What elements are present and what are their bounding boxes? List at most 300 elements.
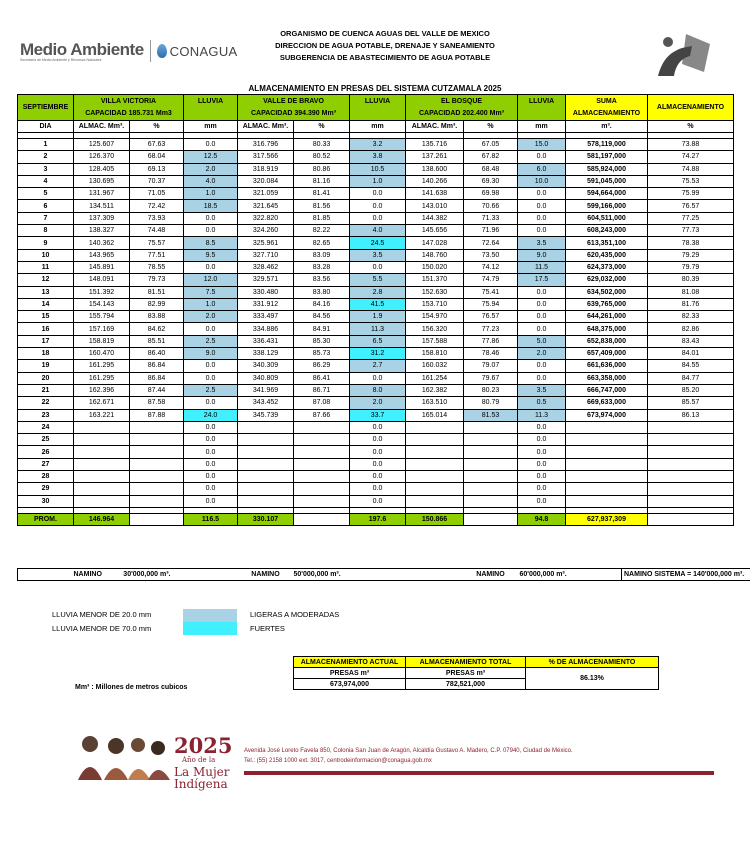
table-row xyxy=(18,261,734,273)
cell-lluvia-1: 0.0 xyxy=(184,483,238,495)
cell-dia: 30 xyxy=(18,495,74,507)
cell-lluvia-3: 0.0 xyxy=(518,323,566,335)
cell-lluvia-1: 7.5 xyxy=(184,286,238,298)
cell-lluvia-1: 8.5 xyxy=(184,237,238,249)
legend-label-1: LLUVIA MENOR DE 20.0 mm xyxy=(52,610,152,619)
cell-alm-pct: 77.25 xyxy=(648,212,734,224)
table-row xyxy=(18,335,734,347)
prom-row xyxy=(18,513,734,525)
cell-vv-almac xyxy=(74,421,130,433)
cell-eb-almac: 154.970 xyxy=(406,311,464,323)
cell-lluvia-1: 0.0 xyxy=(184,212,238,224)
cell-lluvia-3: 3.5 xyxy=(518,237,566,249)
suma-label: SUMA xyxy=(596,98,617,105)
cell-vb-pct: 82.65 xyxy=(294,237,350,249)
summary-presas-actual: PRESAS m³ xyxy=(294,668,406,679)
cell-dia: 3 xyxy=(18,163,74,175)
cell-vb-pct: 85.73 xyxy=(294,348,350,360)
cell-vb-almac: 325.961 xyxy=(238,237,294,249)
cell-dia: 23 xyxy=(18,409,74,421)
cell-vb-pct xyxy=(294,421,350,433)
cell-vv-pct xyxy=(130,421,184,433)
cell-eb-almac: 157.588 xyxy=(406,335,464,347)
table-row xyxy=(18,372,734,384)
cell-vb-almac xyxy=(238,434,294,446)
legend-descriptions xyxy=(250,608,339,636)
subheader-almac-vb: ALMAC. Mm³. xyxy=(238,121,294,133)
cell-alm-pct xyxy=(648,483,734,495)
cell-lluvia-2: 41.5 xyxy=(350,298,406,310)
cell-suma: 673,974,000 xyxy=(566,409,648,421)
cell-lluvia-2: 0.0 xyxy=(350,483,406,495)
cell-vb-almac: 321.059 xyxy=(238,188,294,200)
cell-alm-pct: 84.01 xyxy=(648,348,734,360)
table-row xyxy=(18,151,734,163)
cell-eb-pct xyxy=(464,471,518,483)
summary-presas-total: PRESAS m³ xyxy=(406,668,526,679)
cell-vv-almac xyxy=(74,471,130,483)
cell-lluvia-2: 11.3 xyxy=(350,323,406,335)
cell-lluvia-2: 4.0 xyxy=(350,225,406,237)
prom-lluvia-1: 116.5 xyxy=(184,513,238,525)
cell-eb-almac: 165.014 xyxy=(406,409,464,421)
cell-vb-almac: 341.969 xyxy=(238,384,294,396)
cell-lluvia-2: 1.0 xyxy=(350,175,406,187)
page-title: ALMACENAMIENTO EN PRESAS DEL SISTEMA CUTZAMALA 2025 xyxy=(248,84,502,93)
cell-lluvia-3: 2.0 xyxy=(518,348,566,360)
cell-lluvia-3: 0.0 xyxy=(518,200,566,212)
cell-lluvia-2: 2.7 xyxy=(350,360,406,372)
cell-vb-pct: 86.29 xyxy=(294,360,350,372)
cell-vb-almac: 329.571 xyxy=(238,274,294,286)
cell-alm-pct: 84.55 xyxy=(648,360,734,372)
cell-dia: 14 xyxy=(18,298,74,310)
cell-lluvia-2: 3.8 xyxy=(350,151,406,163)
cell-eb-almac: 141.638 xyxy=(406,188,464,200)
cell-vb-pct: 84.56 xyxy=(294,311,350,323)
year-ano: Año de la xyxy=(182,756,216,764)
cell-eb-pct: 72.64 xyxy=(464,237,518,249)
cell-vb-almac: 343.452 xyxy=(238,397,294,409)
table-row xyxy=(18,434,734,446)
cell-vb-pct xyxy=(294,495,350,507)
cell-vv-almac: 155.794 xyxy=(74,311,130,323)
cell-suma: 620,435,000 xyxy=(566,249,648,261)
cell-lluvia-1: 9.5 xyxy=(184,249,238,261)
cell-vb-pct: 81.41 xyxy=(294,188,350,200)
cell-dia: 29 xyxy=(18,483,74,495)
cell-alm-pct: 82.33 xyxy=(648,311,734,323)
villa-victoria-capacity: CAPACIDAD 185.731 Mm3 xyxy=(85,110,172,117)
table-row xyxy=(18,200,734,212)
cell-eb-almac: 156.320 xyxy=(406,323,464,335)
cell-vv-almac: 148.091 xyxy=(74,274,130,286)
cell-vb-pct: 84.16 xyxy=(294,298,350,310)
cell-dia: 2 xyxy=(18,151,74,163)
cell-lluvia-3: 0.5 xyxy=(518,397,566,409)
cell-vb-almac xyxy=(238,446,294,458)
cell-vb-almac xyxy=(238,471,294,483)
cell-lluvia-2: 2.0 xyxy=(350,397,406,409)
cell-alm-pct: 77.73 xyxy=(648,225,734,237)
cell-suma xyxy=(566,421,648,433)
footer-address-line-1: Avenida José Loreto Favela 850, Colonia San Juan de Aragón, Alcaldía Gustavo A. Madero, C.P. 07940, Ciudad de México. xyxy=(244,748,573,754)
subheader-almac-eb: ALMAC. Mm³. xyxy=(406,121,464,133)
cell-vv-almac: 138.327 xyxy=(74,225,130,237)
table-row xyxy=(18,421,734,433)
cell-vv-pct: 79.73 xyxy=(130,274,184,286)
cell-lluvia-3: 0.0 xyxy=(518,212,566,224)
cell-lluvia-2: 0.0 xyxy=(350,372,406,384)
table-row xyxy=(18,495,734,507)
cell-lluvia-3: 0.0 xyxy=(518,151,566,163)
cell-lluvia-1: 1.0 xyxy=(184,188,238,200)
cell-eb-almac: 137.261 xyxy=(406,151,464,163)
cell-vv-almac xyxy=(74,495,130,507)
cell-eb-almac xyxy=(406,434,464,446)
header-suma xyxy=(566,95,648,121)
cell-alm-pct xyxy=(648,458,734,470)
cell-suma: 639,765,000 xyxy=(566,298,648,310)
cell-dia: 12 xyxy=(18,274,74,286)
cell-vv-pct: 70.37 xyxy=(130,175,184,187)
cell-vv-almac xyxy=(74,483,130,495)
legend-desc-2: FUERTES xyxy=(250,624,285,633)
cell-eb-pct: 67.82 xyxy=(464,151,518,163)
summary-header-row xyxy=(294,657,659,668)
cell-suma: 663,358,000 xyxy=(566,372,648,384)
cell-eb-almac: 140.266 xyxy=(406,175,464,187)
cell-alm-pct: 75.53 xyxy=(648,175,734,187)
cell-alm-pct: 81.76 xyxy=(648,298,734,310)
cell-alm-pct: 74.88 xyxy=(648,163,734,175)
cell-eb-pct: 78.46 xyxy=(464,348,518,360)
cell-vb-pct: 87.08 xyxy=(294,397,350,409)
namino-table xyxy=(17,568,750,581)
cell-lluvia-1: 9.0 xyxy=(184,348,238,360)
cell-alm-pct: 85.20 xyxy=(648,384,734,396)
cell-lluvia-2: 0.0 xyxy=(350,261,406,273)
table-row xyxy=(18,471,734,483)
table-row xyxy=(18,348,734,360)
table-row xyxy=(18,298,734,310)
cell-eb-pct: 74.12 xyxy=(464,261,518,273)
cell-lluvia-1: 2.0 xyxy=(184,163,238,175)
cell-eb-almac: 163.510 xyxy=(406,397,464,409)
cell-eb-almac xyxy=(406,483,464,495)
cell-eb-pct: 79.67 xyxy=(464,372,518,384)
cell-lluvia-3: 0.0 xyxy=(518,225,566,237)
cell-vb-pct: 80.52 xyxy=(294,151,350,163)
cell-suma: 644,261,000 xyxy=(566,311,648,323)
cell-vb-pct xyxy=(294,458,350,470)
cell-lluvia-3: 5.0 xyxy=(518,335,566,347)
cell-alm-pct: 81.08 xyxy=(648,286,734,298)
table-row xyxy=(18,225,734,237)
legend-desc-1: LIGERAS A MODERADAS xyxy=(250,610,340,619)
cell-suma xyxy=(566,434,648,446)
cell-dia: 10 xyxy=(18,249,74,261)
cell-eb-almac: 152.630 xyxy=(406,286,464,298)
cell-vv-pct: 81.51 xyxy=(130,286,184,298)
cell-vv-almac: 128.405 xyxy=(74,163,130,175)
prom-eb-pct xyxy=(464,513,518,525)
logo-medio-ambiente: Medio Ambiente xyxy=(20,40,144,59)
cell-dia: 16 xyxy=(18,323,74,335)
cell-dia: 26 xyxy=(18,446,74,458)
cell-dia: 7 xyxy=(18,212,74,224)
cell-eb-almac: 145.656 xyxy=(406,225,464,237)
cell-vv-pct: 84.62 xyxy=(130,323,184,335)
table-row xyxy=(18,311,734,323)
cell-dia: 22 xyxy=(18,397,74,409)
villa-victoria-name: VILLA VICTORIA xyxy=(100,98,157,105)
cell-lluvia-1: 0.0 xyxy=(184,372,238,384)
legend-swatch-cyan xyxy=(183,622,237,635)
cell-alm-pct xyxy=(648,446,734,458)
prom-vv-pct xyxy=(130,513,184,525)
cell-vv-pct: 67.63 xyxy=(130,139,184,151)
table-row xyxy=(18,397,734,409)
cell-lluvia-2: 24.5 xyxy=(350,237,406,249)
suma-sub-label: ALMACENAMIENTO xyxy=(572,110,641,117)
cell-lluvia-3: 0.0 xyxy=(518,188,566,200)
table-row xyxy=(18,163,734,175)
cell-vv-pct xyxy=(130,471,184,483)
cell-vv-almac: 163.221 xyxy=(74,409,130,421)
table-row xyxy=(18,323,734,335)
cell-vv-almac: 158.819 xyxy=(74,335,130,347)
cell-eb-pct: 69.98 xyxy=(464,188,518,200)
cell-lluvia-1: 24.0 xyxy=(184,409,238,421)
cell-alm-pct xyxy=(648,421,734,433)
cell-vb-pct: 83.80 xyxy=(294,286,350,298)
cell-lluvia-3: 0.0 xyxy=(518,311,566,323)
namino-row xyxy=(18,569,750,581)
year-badge xyxy=(174,733,233,791)
cell-eb-pct: 80.79 xyxy=(464,397,518,409)
legend-swatches xyxy=(183,609,237,635)
cell-alm-pct xyxy=(648,434,734,446)
cell-lluvia-2: 10.5 xyxy=(350,163,406,175)
cell-alm-pct: 79.79 xyxy=(648,261,734,273)
cell-alm-pct xyxy=(648,495,734,507)
cell-lluvia-3: 0.0 xyxy=(518,421,566,433)
cell-alm-pct: 84.77 xyxy=(648,372,734,384)
cell-lluvia-1: 0.0 xyxy=(184,495,238,507)
cell-dia: 13 xyxy=(18,286,74,298)
cell-eb-pct: 71.33 xyxy=(464,212,518,224)
cell-dia: 18 xyxy=(18,348,74,360)
cell-vb-almac: 328.462 xyxy=(238,261,294,273)
cell-suma xyxy=(566,446,648,458)
subheader-mm-3: mm xyxy=(518,121,566,133)
cell-suma: 634,502,000 xyxy=(566,286,648,298)
cell-alm-pct: 74.27 xyxy=(648,151,734,163)
cell-lluvia-2: 2.8 xyxy=(350,286,406,298)
cell-dia: 24 xyxy=(18,421,74,433)
cell-eb-almac xyxy=(406,495,464,507)
cell-vb-almac: 324.260 xyxy=(238,225,294,237)
cell-alm-pct: 80.39 xyxy=(648,274,734,286)
cell-eb-almac: 144.382 xyxy=(406,212,464,224)
prom-label: PROM. xyxy=(18,513,74,525)
cell-alm-pct: 82.86 xyxy=(648,323,734,335)
cell-dia: 15 xyxy=(18,311,74,323)
summary-header-actual: ALMACENAMIENTO ACTUAL xyxy=(294,657,406,668)
storage-table xyxy=(17,94,734,526)
cell-lluvia-3: 6.0 xyxy=(518,163,566,175)
cell-vv-pct: 68.04 xyxy=(130,151,184,163)
cell-vb-almac: 333.497 xyxy=(238,311,294,323)
header-month: SEPTIEMBRE xyxy=(18,95,74,121)
table-row xyxy=(18,249,734,261)
cell-vb-almac xyxy=(238,483,294,495)
cell-vv-pct: 86.84 xyxy=(130,372,184,384)
cell-lluvia-2: 8.0 xyxy=(350,384,406,396)
cell-vb-almac: 345.739 xyxy=(238,409,294,421)
cell-lluvia-2: 0.0 xyxy=(350,421,406,433)
cell-eb-almac xyxy=(406,458,464,470)
cell-vb-pct xyxy=(294,434,350,446)
cell-dia: 1 xyxy=(18,139,74,151)
cell-vv-almac: 157.169 xyxy=(74,323,130,335)
cell-eb-pct: 74.79 xyxy=(464,274,518,286)
valle-de-bravo-capacity: CAPACIDAD 394.390 Mm³ xyxy=(250,110,337,117)
legend-labels xyxy=(52,608,151,636)
cell-vb-pct: 81.16 xyxy=(294,175,350,187)
cell-eb-pct: 70.66 xyxy=(464,200,518,212)
cell-lluvia-2: 0.0 xyxy=(350,495,406,507)
cell-suma: 648,375,000 xyxy=(566,323,648,335)
cell-vv-almac: 140.362 xyxy=(74,237,130,249)
header-villa-victoria xyxy=(74,95,184,121)
subheader-pct-total: % xyxy=(648,121,734,133)
cell-vb-almac: 327.710 xyxy=(238,249,294,261)
cell-vb-pct: 86.71 xyxy=(294,384,350,396)
subheader-mm-2: mm xyxy=(350,121,406,133)
subheader-pct-vv: % xyxy=(130,121,184,133)
cell-eb-pct xyxy=(464,495,518,507)
cell-eb-pct: 81.53 xyxy=(464,409,518,421)
header-lluvia-3: LLUVIA xyxy=(518,95,566,121)
cell-vb-pct: 84.91 xyxy=(294,323,350,335)
cell-eb-pct: 73.50 xyxy=(464,249,518,261)
cell-dia: 17 xyxy=(18,335,74,347)
cell-eb-almac: 153.710 xyxy=(406,298,464,310)
cell-lluvia-2: 3.2 xyxy=(350,139,406,151)
namino-vv xyxy=(74,569,184,581)
cell-lluvia-3: 10.0 xyxy=(518,175,566,187)
cell-lluvia-1: 0.0 xyxy=(184,471,238,483)
header-line-3: SUBGERENCIA DE ABASTECIMIENTO DE AGUA POTABLE xyxy=(279,53,491,62)
cell-suma: 652,838,000 xyxy=(566,335,648,347)
cell-lluvia-3: 17.5 xyxy=(518,274,566,286)
logo-medio-ambiente-sub: Secretaría de Medio Ambiente y Recursos Naturales xyxy=(20,58,102,62)
cell-suma: 666,747,000 xyxy=(566,384,648,396)
cell-lluvia-3: 0.0 xyxy=(518,483,566,495)
el-bosque-name: EL BOSQUE xyxy=(440,98,483,105)
cell-lluvia-1: 0.0 xyxy=(184,225,238,237)
cell-eb-almac: 143.010 xyxy=(406,200,464,212)
cell-lluvia-2: 0.0 xyxy=(350,458,406,470)
table-row xyxy=(18,384,734,396)
table-row xyxy=(18,212,734,224)
subheader-pct-eb: % xyxy=(464,121,518,133)
cell-vb-almac: 330.480 xyxy=(238,286,294,298)
women-illustration-icon xyxy=(72,730,172,780)
table-header-row xyxy=(18,95,734,121)
footer-bar xyxy=(244,771,714,775)
cell-eb-almac xyxy=(406,471,464,483)
cell-vv-pct: 87.44 xyxy=(130,384,184,396)
cell-dia: 21 xyxy=(18,384,74,396)
cell-suma: 604,511,000 xyxy=(566,212,648,224)
table-row xyxy=(18,188,734,200)
cell-lluvia-2: 0.0 xyxy=(350,446,406,458)
cell-vv-almac: 154.143 xyxy=(74,298,130,310)
cell-lluvia-3: 15.0 xyxy=(518,139,566,151)
cell-suma: 661,636,000 xyxy=(566,360,648,372)
namino-label-vv: NAMINO xyxy=(73,571,102,578)
cell-suma: 591,045,000 xyxy=(566,175,648,187)
cell-vv-almac: 125.607 xyxy=(74,139,130,151)
cell-vv-pct: 86.84 xyxy=(130,360,184,372)
cell-eb-pct: 75.94 xyxy=(464,298,518,310)
cell-vb-pct: 87.66 xyxy=(294,409,350,421)
cell-vb-pct: 81.56 xyxy=(294,200,350,212)
table-row xyxy=(18,139,734,151)
legend-label-2: LLUVIA MENOR DE 70.0 mm xyxy=(52,624,152,633)
cell-vv-pct: 85.51 xyxy=(130,335,184,347)
cell-vv-pct xyxy=(130,458,184,470)
cell-vb-pct xyxy=(294,446,350,458)
footer-address xyxy=(244,746,573,766)
table-row xyxy=(18,175,734,187)
cell-eb-pct xyxy=(464,434,518,446)
cell-vb-pct: 80.33 xyxy=(294,139,350,151)
prom-alm xyxy=(648,513,734,525)
cell-vv-almac: 160.470 xyxy=(74,348,130,360)
cell-lluvia-3: 0.0 xyxy=(518,434,566,446)
header-line-1: ORGANISMO DE CUENCA AGUAS DEL VALLE DE MEXICO xyxy=(280,29,490,38)
cell-eb-almac xyxy=(406,421,464,433)
prom-suma: 627,937,309 xyxy=(566,513,648,525)
logo-conagua: CONAGUA xyxy=(169,43,238,59)
cell-suma: 581,197,000 xyxy=(566,151,648,163)
el-bosque-capacity: CAPACIDAD 202.400 Mm³ xyxy=(418,110,505,117)
cell-vb-almac: 320.084 xyxy=(238,175,294,187)
cell-vb-pct: 82.22 xyxy=(294,225,350,237)
cell-eb-almac: 138.600 xyxy=(406,163,464,175)
cell-vb-almac: 336.431 xyxy=(238,335,294,347)
cell-eb-almac: 150.020 xyxy=(406,261,464,273)
cell-vb-pct: 81.85 xyxy=(294,212,350,224)
cell-vv-pct: 87.58 xyxy=(130,397,184,409)
cell-lluvia-3: 0.0 xyxy=(518,286,566,298)
summary-value-total: 782,521,000 xyxy=(406,679,526,690)
cell-dia: 19 xyxy=(18,360,74,372)
cell-dia: 20 xyxy=(18,372,74,384)
cell-vb-almac: 321.645 xyxy=(238,200,294,212)
cell-vv-almac: 130.695 xyxy=(74,175,130,187)
cell-vb-almac xyxy=(238,421,294,433)
cell-lluvia-1: 0.0 xyxy=(184,261,238,273)
cell-vv-almac xyxy=(74,446,130,458)
cell-lluvia-3: 0.0 xyxy=(518,298,566,310)
header-text xyxy=(0,28,750,64)
cell-eb-almac: 135.716 xyxy=(406,139,464,151)
